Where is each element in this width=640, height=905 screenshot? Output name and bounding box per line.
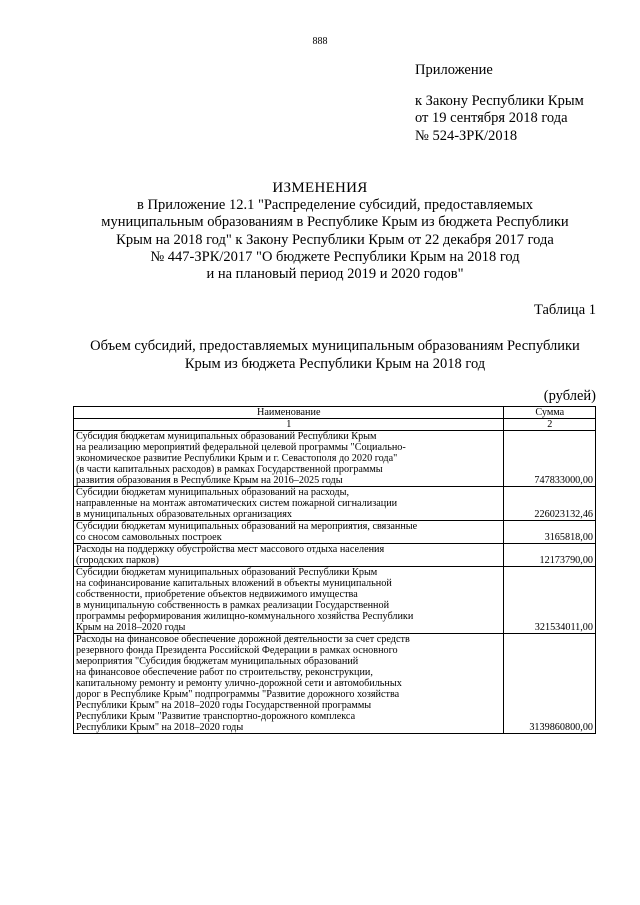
row-name-line: в муниципальную собственность в рамках реализации Государственной	[76, 600, 390, 611]
row-name-line: Субсидии бюджетам муниципальных образований на мероприятия, связанные	[76, 521, 418, 532]
changes-heading	[60, 197, 610, 283]
row-sum: 3165818,00	[504, 521, 596, 544]
row-name-line: на реализацию мероприятий федеральной целевой программы "Социально-	[76, 442, 406, 453]
table-row	[74, 544, 596, 567]
row-name-line: (в части капитальных расходов) в рамках Государственной программы	[76, 464, 383, 475]
row-name-line: Крым на 2018–2020 годы	[76, 622, 186, 633]
row-name-line: программы реформирования жилищно-коммунального хозяйства Республики	[76, 611, 414, 622]
row-name-line: экономическое развитие Республики Крым и г. Севастополя до 2020 года"	[76, 453, 398, 464]
column-number: 2	[504, 419, 596, 431]
row-name-line: на финансовое обеспечение работ по строительству, реконструкции,	[76, 667, 373, 678]
row-sum: 3139860800,00	[504, 634, 596, 734]
row-name-line: мероприятия "Субсидия бюджетам муниципальных образований	[76, 656, 359, 667]
table-label: Таблица 1	[533, 302, 596, 318]
caption-line: Объем субсидий, предоставляемых муниципальным образованиям Республики	[90, 338, 580, 354]
row-name	[74, 487, 504, 521]
subsidies-table	[73, 406, 596, 734]
row-name-line: Республики Крым "Развитие транспортно-дорожного комплекса	[76, 711, 356, 722]
row-name	[74, 431, 504, 487]
row-name	[74, 544, 504, 567]
table-row	[74, 431, 596, 487]
row-name-line: собственности, приобретение объектов недвижимого имущества	[76, 589, 358, 600]
appendix-line: к Закону Республики Крым	[415, 92, 584, 109]
changes-title: ИЗМЕНЕНИЯ	[272, 180, 368, 196]
row-name-line: Субсидии бюджетам муниципальных образований Республики Крым	[76, 567, 378, 578]
row-name	[74, 567, 504, 634]
table-row	[74, 487, 596, 521]
column-number: 1	[74, 419, 504, 431]
appendix-block	[415, 62, 584, 145]
row-name-line: Субсидия бюджетам муниципальных образований Республики Крым	[76, 431, 377, 442]
row-name-line: на софинансирование капитальных вложений в объекты муниципальной	[76, 578, 392, 589]
row-name-line: Республики Крым" на 2018–2020 годы	[76, 722, 244, 733]
header-name: Наименование	[74, 407, 504, 419]
table-header-row	[74, 407, 596, 419]
units-label: (рублей)	[543, 388, 596, 404]
row-name-line: Расходы на финансовое обеспечение дорожной деятельности за счет средств	[76, 634, 410, 645]
row-name-line: со сносом самовольных построек	[76, 532, 222, 543]
table-row	[74, 567, 596, 634]
row-name-line: капитальному ремонту и ремонту улично-дорожной сети и автомобильных	[76, 678, 402, 689]
changes-line: и на плановый период 2019 и 2020 годов"	[206, 266, 464, 283]
table-row	[74, 634, 596, 734]
changes-line: № 447-ЗРК/2017 "О бюджете Республики Крым на 2018 год	[150, 248, 520, 265]
row-name-line: развития образования в Республике Крым на 2016–2025 годы	[76, 475, 343, 486]
row-name-line: дорог в Республике Крым" подпрограммы "Развитие дорожного хозяйства	[76, 689, 400, 700]
row-sum: 747833000,00	[504, 431, 596, 487]
row-name-line: направленные на монтаж автоматических систем пожарной сигнализации	[76, 498, 398, 509]
table-body	[74, 431, 596, 734]
changes-line: муниципальным образованиям в Республике Крым из бюджета Республики	[101, 214, 569, 231]
row-name-line: резервного фонда Президента Российской Федерации в рамках основного	[76, 645, 398, 656]
row-sum: 226023132,46	[504, 487, 596, 521]
appendix-title: Приложение	[415, 62, 493, 78]
page-number: 888	[312, 36, 328, 47]
changes-line: в Приложение 12.1 "Распределение субсидий, предоставляемых	[137, 197, 533, 213]
caption-line: Крым из бюджета Республики Крым на 2018 год	[184, 355, 486, 372]
row-name-line: Расходы на поддержку обустройства мест массового отдыха населения	[76, 544, 385, 555]
column-number-row	[74, 419, 596, 431]
table-caption	[70, 338, 600, 373]
row-name-line: Республики Крым" на 2018–2020 годы Государственной программы	[76, 700, 372, 711]
header-sum: Сумма	[504, 407, 596, 419]
row-name-line: в муниципальных образовательных организациях	[76, 509, 292, 520]
appendix-line: № 524-ЗРК/2018	[415, 127, 518, 144]
changes-line: Крым на 2018 год" к Закону Республики Крым от 22 декабря 2017 года	[116, 231, 554, 248]
appendix-line: от 19 сентября 2018 года	[415, 110, 568, 126]
row-name	[74, 521, 504, 544]
table-row	[74, 521, 596, 544]
row-name-line: (городских парков)	[76, 555, 159, 566]
row-sum: 12173790,00	[504, 544, 596, 567]
row-name	[74, 634, 504, 734]
row-name-line: Субсидии бюджетам муниципальных образований на расходы,	[76, 487, 350, 498]
row-sum: 321534011,00	[504, 567, 596, 634]
